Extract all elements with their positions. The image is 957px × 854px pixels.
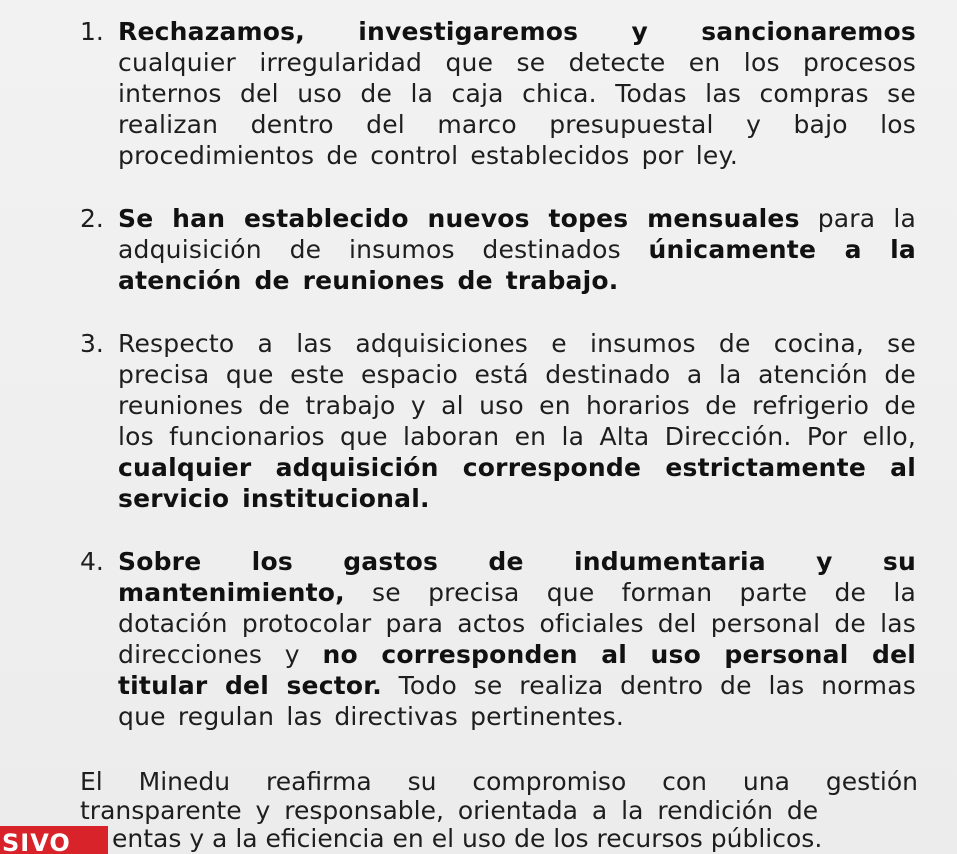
- item-text: [118, 546, 916, 732]
- list-item: [80, 328, 916, 514]
- bold-segment: Sobre los gastos de indumentaria y su mantenimiento,: [118, 547, 916, 607]
- item-number: 3.: [80, 329, 104, 358]
- text-segment: se precisa que forman parte de la dotación protocolar para actos oficiales del personal de las direcciones y: [118, 578, 916, 669]
- item-text: [118, 328, 916, 514]
- news-ticker: [0, 822, 957, 854]
- item-text: [118, 203, 916, 296]
- text-segment: cualquier irregularidad que se detecte en los procesos internos del uso de la caja chica. Todas las compras se realizan dentro del marco presupuestal y bajo los procedimientos de control establecidos por ley.: [118, 48, 916, 170]
- ticker-text: entas y a la eficiencia en el uso de los recursos públicos.: [112, 824, 823, 853]
- item-number: 4.: [80, 547, 104, 576]
- bold-segment: cualquier adquisición corresponde estrictamente al servicio institucional.: [118, 453, 916, 513]
- bold-segment: únicamente a la atención de reuniones de trabajo.: [118, 235, 916, 295]
- list-item: [80, 203, 916, 296]
- closing-paragraph: El Minedu reafirma su compromiso con una gestión transparente y responsable, orientada a la rendición de: [80, 767, 918, 825]
- item-number: 1.: [80, 17, 104, 46]
- item-text: [118, 16, 916, 171]
- item-number: 2.: [80, 204, 104, 233]
- statement-list: [80, 16, 916, 764]
- list-item: [80, 546, 916, 732]
- ticker-badge: SIVO: [0, 826, 108, 854]
- bold-segment: no corresponden al uso personal del titular del sector.: [118, 640, 916, 700]
- list-item: [80, 16, 916, 171]
- text-segment: Todo se realiza dentro de las normas que regulan las directivas pertinentes.: [118, 671, 916, 731]
- text-segment: para la adquisición de insumos destinados: [118, 204, 917, 264]
- bold-segment: Se han establecido nuevos topes mensuales: [118, 204, 800, 233]
- text-segment: Respecto a las adquisiciones e insumos de cocina, se precisa que este espacio está destinado a la atención de reuniones de trabajo y al uso en horarios de refrigerio de los funcionarios que laboran en la Alta Dirección. Por ello,: [118, 329, 916, 451]
- bold-segment: Rechazamos, investigaremos y sancionaremos: [118, 17, 916, 46]
